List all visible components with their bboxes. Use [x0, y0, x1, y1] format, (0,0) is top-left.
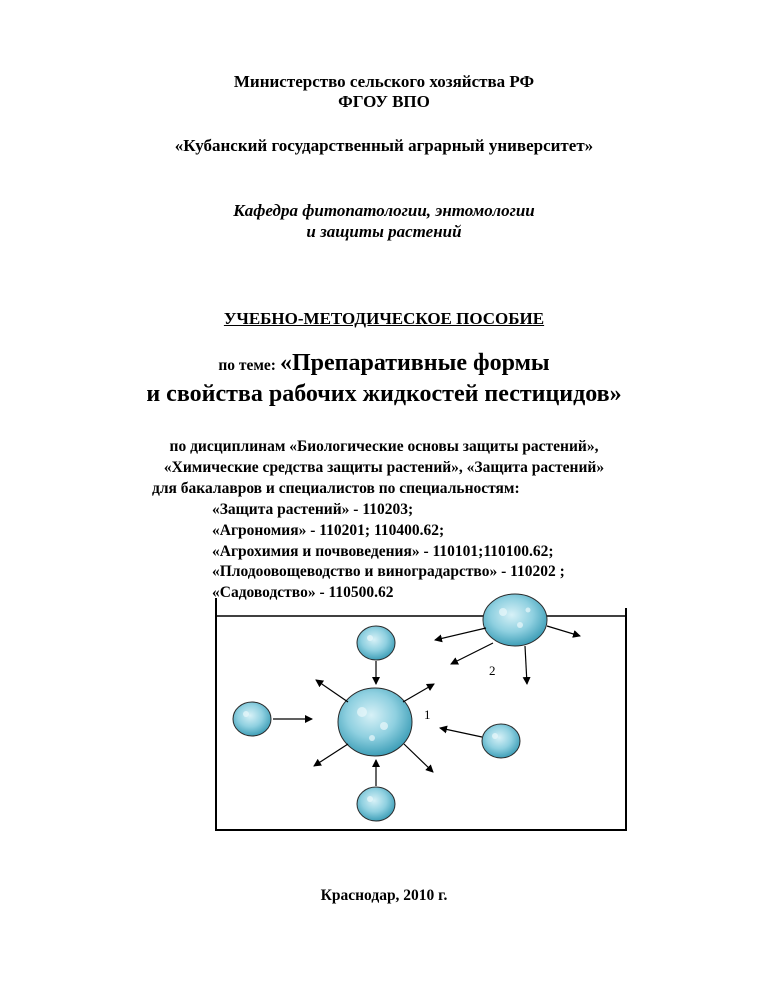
arrow — [547, 626, 580, 636]
specialty-item: «Плодоовощеводство и виноградарство» - 110202 ; — [212, 563, 565, 580]
specialty-item: «Садоводство» - 110500.62 — [212, 584, 394, 601]
droplet-diagram — [0, 590, 768, 840]
arrow — [316, 680, 348, 702]
topic-title-line-2: и свойства рабочих жидкостей пестицидов» — [146, 381, 622, 407]
droplet-bottom-small — [357, 787, 395, 821]
vessel-outline — [216, 598, 626, 830]
disciplines-line-1: по дисциплинам «Биологические основы защиты растений», — [169, 438, 599, 455]
arrow — [451, 643, 493, 664]
ministry-line: Министерство сельского хозяйства РФ — [233, 72, 535, 91]
institution-type-line: ФГОУ ВПО — [338, 92, 430, 111]
topic-prefix: по теме: — [218, 357, 276, 374]
specialty-item: «Агрохимия и почвоведения» - 110101;110100.62; — [212, 543, 554, 560]
city-year: Краснодар, 2010 г. — [320, 887, 448, 904]
topic-title-1: «Препаративные формы — [279, 350, 550, 376]
arrow — [525, 646, 527, 684]
university-line: «Кубанский государственный аграрный университет» — [174, 136, 594, 155]
disciplines-line-3: для бакалавров и специалистов по специальностям: — [152, 480, 520, 497]
disciplines-line-2: «Химические средства защиты растений», «Защита растений» — [163, 459, 605, 476]
department-line-1: Кафедра фитопатологии, энтомологии — [233, 201, 535, 220]
droplet-left-small — [233, 702, 271, 736]
droplet-top-small — [357, 626, 395, 660]
droplet-right-small — [482, 724, 520, 758]
arrow — [435, 628, 486, 640]
document-type-heading: УЧЕБНО-МЕТОДИЧЕСКОЕ ПОСОБИЕ — [223, 309, 545, 328]
topic-title-line-1 — [0, 350, 768, 377]
arrow — [440, 728, 482, 737]
droplet-large-1 — [338, 688, 412, 756]
label-1: 1 — [424, 707, 431, 722]
arrow — [403, 684, 434, 702]
arrow — [314, 744, 348, 766]
specialty-item: «Агрономия» - 110201; 110400.62; — [212, 522, 445, 539]
department-line-2: и защиты растений — [306, 222, 462, 241]
label-2: 2 — [489, 663, 496, 678]
specialty-item: «Защита растений» - 110203; — [212, 501, 414, 518]
arrow — [404, 744, 433, 772]
droplet-large-2 — [483, 594, 547, 646]
